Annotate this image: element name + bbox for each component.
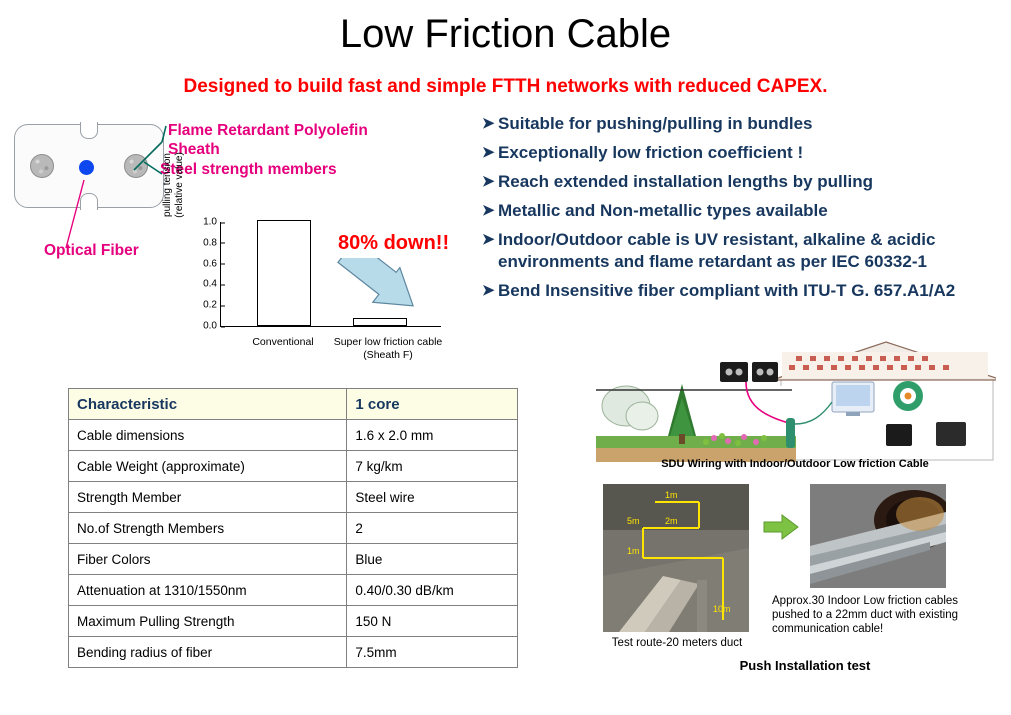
list-item-label: Suitable for pushing/pulling in bundles	[498, 114, 813, 133]
label-sheath	[168, 121, 368, 159]
svg-text:2m: 2m	[665, 516, 678, 526]
house-figure-caption: SDU Wiring with Indoor/Outdoor Low friction Cable	[661, 458, 929, 470]
table-row	[69, 482, 518, 513]
table-cell-value: 0.40/0.30 dB/km	[347, 575, 518, 606]
duct-cables-photo	[810, 484, 946, 588]
decrease-arrow-icon	[330, 258, 450, 328]
svg-text:5m: 5m	[627, 516, 640, 526]
table-header-characteristic: Characteristic	[69, 389, 347, 420]
list-item	[482, 171, 997, 193]
table-cell-value: 7.5mm	[347, 637, 518, 668]
table-header-1-core: 1 core	[347, 389, 518, 420]
table-row	[69, 544, 518, 575]
feature-bullet-list	[482, 113, 997, 309]
table-cell-characteristic: Cable Weight (approximate)	[69, 451, 347, 482]
table-cell-characteristic: Cable dimensions	[69, 420, 347, 451]
y-tick-0: 0.0	[203, 321, 221, 332]
list-item-label: Bend Insensitive fiber compliant with ITU-T G. 657.A1/A2	[498, 281, 956, 300]
chart-y-axis-label	[162, 140, 186, 230]
chevron-right-icon: ➤	[482, 115, 495, 132]
table-row	[69, 451, 518, 482]
chevron-right-icon: ➤	[482, 231, 495, 248]
chart-y-axis-label-line2: (relative value)	[174, 152, 185, 218]
table-cell-value: Steel wire	[347, 482, 518, 513]
label-sheath-line2: Sheath	[168, 141, 220, 158]
x-category-super-low-friction	[325, 336, 451, 362]
chevron-right-icon: ➤	[482, 202, 495, 219]
table-row	[69, 420, 518, 451]
chevron-right-icon: ➤	[482, 173, 495, 190]
table-cell-value: 1.6 x 2.0 mm	[347, 420, 518, 451]
green-arrow-icon	[762, 513, 800, 541]
table-row	[69, 513, 518, 544]
test-route-photo	[603, 484, 749, 632]
table-row	[69, 606, 518, 637]
x-category-super-low-friction-line2: (Sheath F)	[363, 349, 413, 361]
x-category-super-low-friction-line1: Super low friction cable	[333, 336, 443, 348]
specification-table	[68, 388, 518, 668]
y-tick-2: 0.4	[203, 279, 221, 290]
y-tick-4: 0.8	[203, 237, 221, 248]
list-item	[482, 142, 997, 164]
y-tick-3: 0.6	[203, 258, 221, 269]
table-cell-characteristic: No.of Strength Members	[69, 513, 347, 544]
table-row	[69, 637, 518, 668]
table-cell-characteristic: Fiber Colors	[69, 544, 347, 575]
list-item	[482, 113, 997, 135]
list-item	[482, 200, 997, 222]
list-item-label: Indoor/Outdoor cable is UV resistant, alkaline & acidic environments and flame retardant as per IEC 60332-1	[498, 230, 936, 271]
table-cell-value: Blue	[347, 544, 518, 575]
svg-text:1m: 1m	[627, 546, 640, 556]
x-category-conventional: Conventional	[252, 336, 314, 348]
table-cell-value: 150 N	[347, 606, 518, 637]
page-subtitle: Designed to build fast and simple FTTH networks with reduced CAPEX.	[183, 76, 828, 97]
table-cell-characteristic: Maximum Pulling Strength	[69, 606, 347, 637]
chevron-right-icon: ➤	[482, 282, 495, 299]
svg-text:1m: 1m	[665, 490, 678, 500]
table-cell-characteristic: Bending radius of fiber	[69, 637, 347, 668]
sdu-wiring-illustration	[596, 340, 996, 470]
list-item-label: Reach extended installation lengths by pulling	[498, 172, 873, 191]
page-title: Low Friction Cable	[339, 12, 672, 56]
push-installation-test-caption: Push Installation test	[739, 658, 871, 673]
y-tick-5: 1.0	[203, 217, 221, 228]
table-cell-value: 7 kg/km	[347, 451, 518, 482]
test-route-photo-caption: Test route-20 meters duct	[611, 637, 743, 649]
chart-y-axis-label-line1: pulling tension	[162, 153, 173, 217]
list-item	[482, 229, 997, 273]
duct-cables-photo-caption: Approx.30 Indoor Low friction cables pushed to a 22mm duct with existing communication cable!	[772, 595, 959, 635]
table-cell-characteristic: Strength Member	[69, 482, 347, 513]
label-steel-strength-members: Steel strength members	[160, 161, 337, 178]
list-item-label: Exceptionally low friction coefficient !	[498, 143, 804, 162]
chevron-right-icon: ➤	[482, 144, 495, 161]
table-header-row	[69, 389, 518, 420]
svg-text:10m: 10m	[713, 604, 731, 614]
y-tick-1: 0.2	[203, 300, 221, 311]
list-item	[482, 280, 997, 302]
chart-annotation-80-down: 80% down!!	[338, 232, 450, 254]
list-item-label: Metallic and Non-metallic types available	[498, 201, 828, 220]
label-optical-fiber: Optical Fiber	[44, 242, 139, 259]
table-cell-characteristic: Attenuation at 1310/1550nm	[69, 575, 347, 606]
table-cell-value: 2	[347, 513, 518, 544]
table-row	[69, 575, 518, 606]
bar-conventional	[257, 220, 311, 326]
label-sheath-line1: Flame Retardant Polyolefin	[168, 122, 368, 139]
